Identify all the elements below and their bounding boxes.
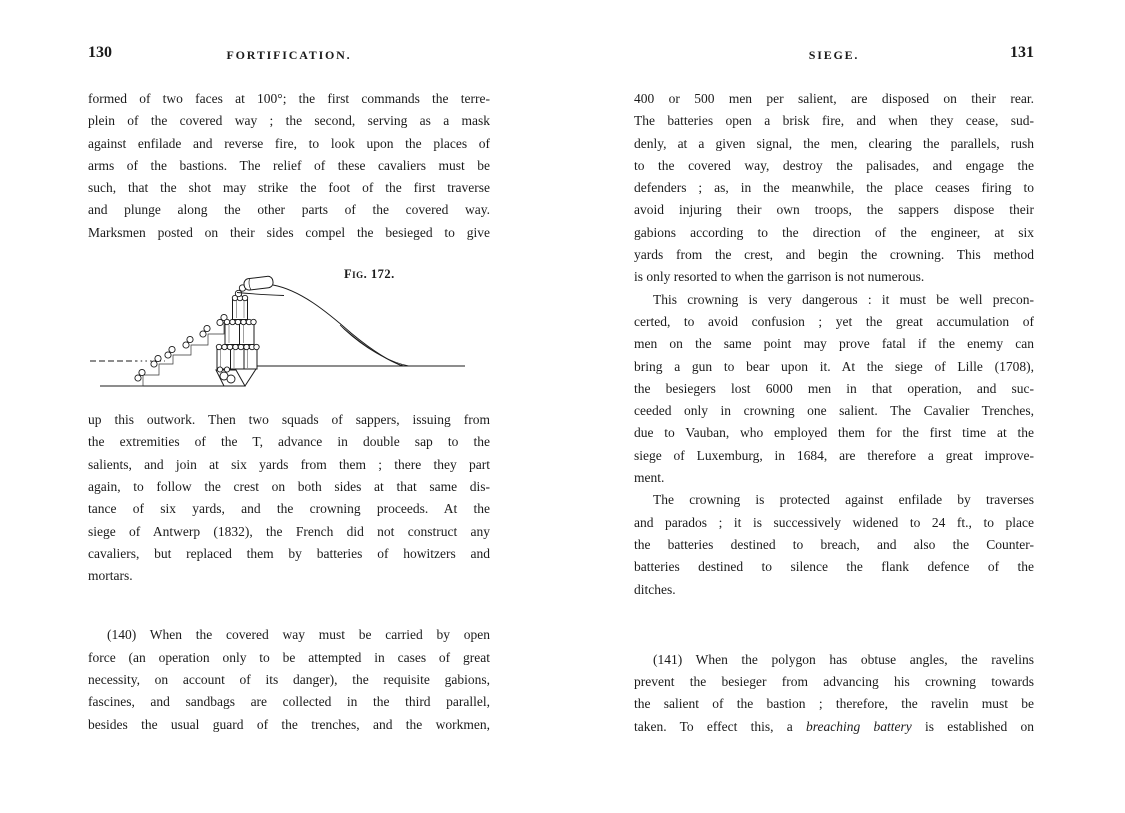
text-line: men on the same point may prove fatal if the enemy can [634, 336, 1034, 352]
page-left-body [88, 88, 490, 736]
page-left [88, 44, 490, 736]
text-line: due to Vauban, who employed them for the first time at the [634, 425, 1034, 441]
text-line: against enfilade and reverse fire, to look upon the places of [88, 135, 490, 151]
text-line: such, that the shot may strike the foot of the first traverse [88, 180, 490, 196]
text-line: salients, and join at six yards from them ; there they part [88, 456, 490, 472]
paragraph-section-140 [88, 624, 490, 735]
paragraph [634, 489, 1034, 600]
text-line: necessity, on account of its danger), the requisite gabions, [88, 672, 490, 688]
text-line: The batteries open a brisk fire, and when they cease, sud- [634, 113, 1034, 129]
text-line: siege of Antwerp (1832), the French did not construct any [88, 523, 490, 539]
figure-172-illustration [88, 254, 490, 400]
text-line: Marksmen posted on their sides compel the besieged to give [88, 224, 490, 240]
text-line: (141) When the polygon has obtuse angles, the ravelins [653, 651, 1034, 667]
text-line: the extremities of the T, advance in double sap to the [88, 434, 490, 450]
text-line: force (an operation only to be attempted in cases of great [88, 649, 490, 665]
text-line: siege of Luxemburg, in 1684, are therefore a great improve- [634, 447, 1034, 463]
text-line: is only resorted to when the garrison is not numerous. [634, 269, 925, 285]
text-line: ditches. [634, 581, 676, 597]
text-line: 400 or 500 men per salient, are disposed on their rear. [634, 91, 1034, 106]
text-line: again, to follow the crest on both sides at that same dis- [88, 478, 490, 494]
text-line: ceeded only in crowning one salient. The Cavalier Trenches, [634, 403, 1034, 419]
paragraph [88, 409, 490, 587]
text-line: certed, to avoid confusion ; yet the great accumulation of [634, 313, 1034, 329]
text-line: yards from the crest, and begin the crowning. This method [634, 247, 1034, 263]
text-line: bring a gun to bear upon it. At the siege of Lille (1708), [634, 358, 1034, 374]
text-line: avoid injuring their own troops, the sappers dispose their [634, 202, 1034, 218]
text-line: This crowning is very dangerous : it must be well precon- [653, 291, 1034, 307]
page-left-header [88, 44, 490, 66]
page-number-right: 131 [1010, 44, 1034, 61]
text-line: The crowning is protected against enfilade by traverses [653, 492, 1034, 508]
text-line: arms of the bastions. The relief of these cavaliers must be [88, 157, 490, 173]
text-line: tance of six yards, and the crowning proceeds. At the [88, 501, 490, 517]
paragraph-section-141 [634, 649, 1034, 738]
page-number-left: 130 [88, 44, 112, 61]
text-line: and plunge along the other parts of the covered way. [88, 202, 490, 218]
text-line: the batteries destined to breach, and also the Counter- [634, 536, 1034, 552]
paragraph [634, 289, 1034, 490]
text-line: cavaliers, but replaced them by batteries of howitzers and [88, 545, 490, 561]
text-line: batteries destined to silence the flank defence of the [634, 559, 1034, 575]
text-line: formed of two faces at 100°; the first commands the terre- [88, 91, 490, 106]
text-line: plein of the covered way ; the second, serving as a mask [88, 113, 490, 129]
running-head-right: SIEGE. [808, 48, 860, 62]
text-line: up this outwork. Then two squads of sappers, issuing from [88, 412, 490, 428]
text-line: besides the usual guard of the trenches, and the workmen, [88, 716, 490, 732]
text-line: (140) When the covered way must be carried by open [107, 627, 490, 643]
paragraph [88, 88, 490, 244]
figure-label: Fig. 172. [344, 267, 395, 282]
text-line: prevent the besieger from advancing his crowning towards [634, 674, 1034, 690]
text-line: gabions according to the direction of the engineer, at six [634, 224, 1034, 240]
text-line: taken. To effect this, a breaching battery is established on [634, 718, 1034, 734]
text-line: defenders ; as, in the meanwhile, the place ceases firing to [634, 180, 1034, 196]
text-line: mortars. [88, 568, 133, 584]
text-line: and parados ; it is successively widened to 24 ft., to place [634, 514, 1034, 530]
text-line: denly, at a given signal, the men, clearing the parallels, rush [634, 135, 1034, 151]
page-right-header [634, 44, 1034, 66]
running-head-left: FORTIFICATION. [226, 48, 352, 62]
text-line: fascines, and sandbags are collected in the third parallel, [88, 694, 490, 710]
text-line: the salient of the bastion ; therefore, the ravelin must be [634, 696, 1034, 712]
paragraph [634, 88, 1034, 289]
text-line: the besiegers lost 6000 men in that operation, and suc- [634, 380, 1034, 396]
page-right [634, 44, 1034, 738]
page-right-body [634, 88, 1034, 738]
figure-172 [88, 254, 490, 400]
text-line: to the covered way, destroy the palisades, and engage the [634, 157, 1034, 173]
text-line: ment. [634, 470, 665, 486]
